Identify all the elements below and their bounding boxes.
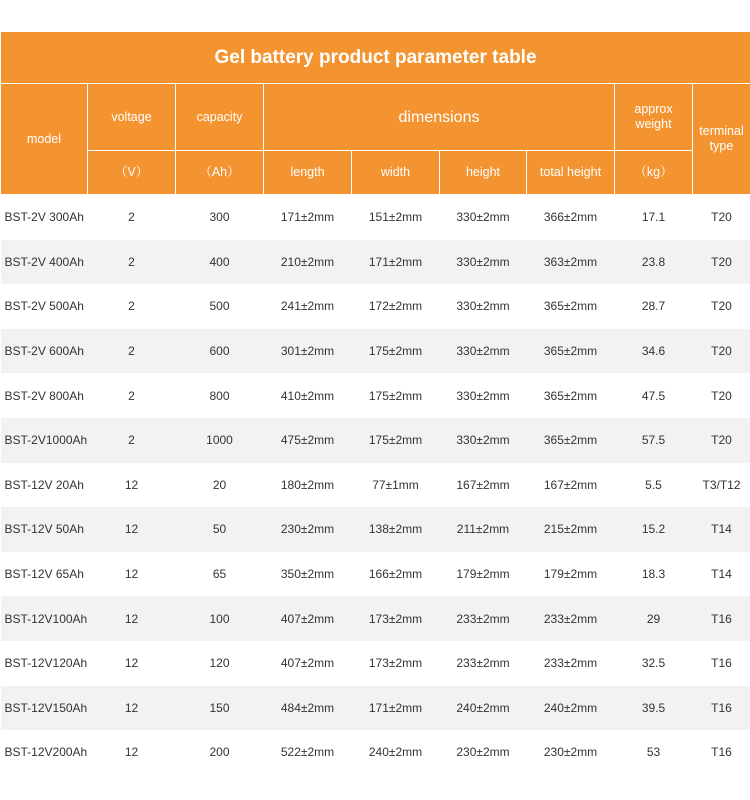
cell-width: 171±2mm: [352, 686, 440, 731]
cell-capacity: 100: [176, 596, 264, 641]
cell-voltage: 12: [88, 596, 176, 641]
cell-weight: 47.5: [615, 373, 693, 418]
cell-total-height: 365±2mm: [527, 418, 615, 463]
cell-length: 241±2mm: [264, 284, 352, 329]
cell-length: 350±2mm: [264, 552, 352, 597]
table-row: [1, 596, 750, 641]
cell-weight: 15.2: [615, 507, 693, 552]
cell-total-height: 365±2mm: [527, 329, 615, 374]
cell-model: BST-2V 400Ah: [1, 240, 88, 285]
cell-weight: 23.8: [615, 240, 693, 285]
cell-width: 173±2mm: [352, 596, 440, 641]
cell-length: 171±2mm: [264, 195, 352, 240]
cell-terminal-type: T20: [693, 418, 750, 463]
cell-voltage: 12: [88, 552, 176, 597]
cell-width: 166±2mm: [352, 552, 440, 597]
header-model: model: [1, 84, 88, 195]
cell-width: 151±2mm: [352, 195, 440, 240]
cell-model: BST-12V 50Ah: [1, 507, 88, 552]
cell-model: BST-2V1000Ah: [1, 418, 88, 463]
cell-height: 330±2mm: [440, 418, 527, 463]
parameter-table-container: [0, 32, 750, 775]
cell-voltage: 2: [88, 329, 176, 374]
cell-width: 175±2mm: [352, 329, 440, 374]
cell-capacity: 500: [176, 284, 264, 329]
cell-length: 484±2mm: [264, 686, 352, 731]
table-row: [1, 730, 750, 775]
cell-model: BST-2V 600Ah: [1, 329, 88, 374]
cell-length: 410±2mm: [264, 373, 352, 418]
cell-height: 240±2mm: [440, 686, 527, 731]
cell-total-height: 240±2mm: [527, 686, 615, 731]
table-row: [1, 463, 750, 508]
cell-height: 167±2mm: [440, 463, 527, 508]
cell-length: 407±2mm: [264, 596, 352, 641]
cell-terminal-type: T16: [693, 730, 750, 775]
cell-total-height: 179±2mm: [527, 552, 615, 597]
cell-total-height: 233±2mm: [527, 596, 615, 641]
cell-total-height: 363±2mm: [527, 240, 615, 285]
table-row: [1, 552, 750, 597]
cell-model: BST-2V 800Ah: [1, 373, 88, 418]
header-height: height: [440, 151, 527, 195]
cell-capacity: 200: [176, 730, 264, 775]
cell-length: 210±2mm: [264, 240, 352, 285]
parameter-table: [0, 32, 750, 775]
cell-model: BST-12V 65Ah: [1, 552, 88, 597]
cell-width: 77±1mm: [352, 463, 440, 508]
cell-total-height: 167±2mm: [527, 463, 615, 508]
cell-terminal-type: T20: [693, 329, 750, 374]
cell-weight: 28.7: [615, 284, 693, 329]
header-approx-weight: approx weight: [615, 84, 693, 151]
cell-terminal-type: T20: [693, 195, 750, 240]
header-length: length: [264, 151, 352, 195]
cell-voltage: 12: [88, 463, 176, 508]
table-header: [1, 32, 750, 195]
header-terminal-type: terminal type: [693, 84, 750, 195]
cell-model: BST-2V 300Ah: [1, 195, 88, 240]
cell-width: 240±2mm: [352, 730, 440, 775]
table-body: [1, 195, 750, 775]
header-dimensions: dimensions: [264, 84, 615, 151]
cell-height: 330±2mm: [440, 195, 527, 240]
cell-voltage: 12: [88, 730, 176, 775]
cell-width: 173±2mm: [352, 641, 440, 686]
cell-height: 330±2mm: [440, 240, 527, 285]
header-width: width: [352, 151, 440, 195]
cell-height: 211±2mm: [440, 507, 527, 552]
cell-terminal-type: T14: [693, 507, 750, 552]
table-row: [1, 507, 750, 552]
table-row: [1, 284, 750, 329]
cell-model: BST-12V150Ah: [1, 686, 88, 731]
cell-voltage: 2: [88, 373, 176, 418]
cell-length: 230±2mm: [264, 507, 352, 552]
table-row: [1, 418, 750, 463]
header-voltage-unit: （V）: [88, 151, 176, 195]
cell-terminal-type: T16: [693, 686, 750, 731]
table-row: [1, 373, 750, 418]
cell-voltage: 2: [88, 240, 176, 285]
cell-total-height: 230±2mm: [527, 730, 615, 775]
cell-voltage: 12: [88, 507, 176, 552]
cell-weight: 18.3: [615, 552, 693, 597]
cell-terminal-type: T20: [693, 284, 750, 329]
cell-total-height: 366±2mm: [527, 195, 615, 240]
cell-weight: 32.5: [615, 641, 693, 686]
cell-model: BST-12V100Ah: [1, 596, 88, 641]
header-capacity-unit: （Ah）: [176, 151, 264, 195]
header-weight-unit: （kg）: [615, 151, 693, 195]
cell-terminal-type: T14: [693, 552, 750, 597]
cell-height: 233±2mm: [440, 641, 527, 686]
cell-terminal-type: T16: [693, 641, 750, 686]
cell-capacity: 120: [176, 641, 264, 686]
cell-voltage: 12: [88, 641, 176, 686]
cell-model: BST-12V120Ah: [1, 641, 88, 686]
cell-total-height: 365±2mm: [527, 284, 615, 329]
cell-capacity: 400: [176, 240, 264, 285]
table-row: [1, 641, 750, 686]
cell-model: BST-12V 20Ah: [1, 463, 88, 508]
cell-width: 172±2mm: [352, 284, 440, 329]
cell-width: 171±2mm: [352, 240, 440, 285]
table-row: [1, 240, 750, 285]
cell-capacity: 1000: [176, 418, 264, 463]
cell-voltage: 2: [88, 195, 176, 240]
cell-height: 233±2mm: [440, 596, 527, 641]
cell-length: 301±2mm: [264, 329, 352, 374]
cell-model: BST-2V 500Ah: [1, 284, 88, 329]
cell-weight: 57.5: [615, 418, 693, 463]
cell-capacity: 600: [176, 329, 264, 374]
cell-total-height: 215±2mm: [527, 507, 615, 552]
table-row: [1, 686, 750, 731]
cell-voltage: 2: [88, 418, 176, 463]
cell-voltage: 12: [88, 686, 176, 731]
cell-weight: 34.6: [615, 329, 693, 374]
cell-terminal-type: T20: [693, 240, 750, 285]
cell-width: 175±2mm: [352, 418, 440, 463]
cell-terminal-type: T20: [693, 373, 750, 418]
cell-length: 522±2mm: [264, 730, 352, 775]
cell-weight: 29: [615, 596, 693, 641]
cell-length: 407±2mm: [264, 641, 352, 686]
cell-weight: 5.5: [615, 463, 693, 508]
cell-model: BST-12V200Ah: [1, 730, 88, 775]
cell-terminal-type: T3/T12: [693, 463, 750, 508]
cell-height: 330±2mm: [440, 373, 527, 418]
cell-capacity: 50: [176, 507, 264, 552]
cell-voltage: 2: [88, 284, 176, 329]
cell-height: 330±2mm: [440, 329, 527, 374]
cell-terminal-type: T16: [693, 596, 750, 641]
table-row: [1, 329, 750, 374]
cell-total-height: 233±2mm: [527, 641, 615, 686]
cell-weight: 53: [615, 730, 693, 775]
cell-weight: 39.5: [615, 686, 693, 731]
cell-weight: 17.1: [615, 195, 693, 240]
cell-length: 475±2mm: [264, 418, 352, 463]
cell-height: 230±2mm: [440, 730, 527, 775]
cell-width: 138±2mm: [352, 507, 440, 552]
cell-capacity: 150: [176, 686, 264, 731]
cell-width: 175±2mm: [352, 373, 440, 418]
cell-capacity: 65: [176, 552, 264, 597]
table-row: [1, 195, 750, 240]
header-capacity: capacity: [176, 84, 264, 151]
cell-capacity: 300: [176, 195, 264, 240]
cell-height: 179±2mm: [440, 552, 527, 597]
header-voltage: voltage: [88, 84, 176, 151]
header-total-height: total height: [527, 151, 615, 195]
cell-height: 330±2mm: [440, 284, 527, 329]
cell-capacity: 20: [176, 463, 264, 508]
cell-total-height: 365±2mm: [527, 373, 615, 418]
cell-capacity: 800: [176, 373, 264, 418]
table-title: Gel battery product parameter table: [1, 32, 750, 84]
cell-length: 180±2mm: [264, 463, 352, 508]
